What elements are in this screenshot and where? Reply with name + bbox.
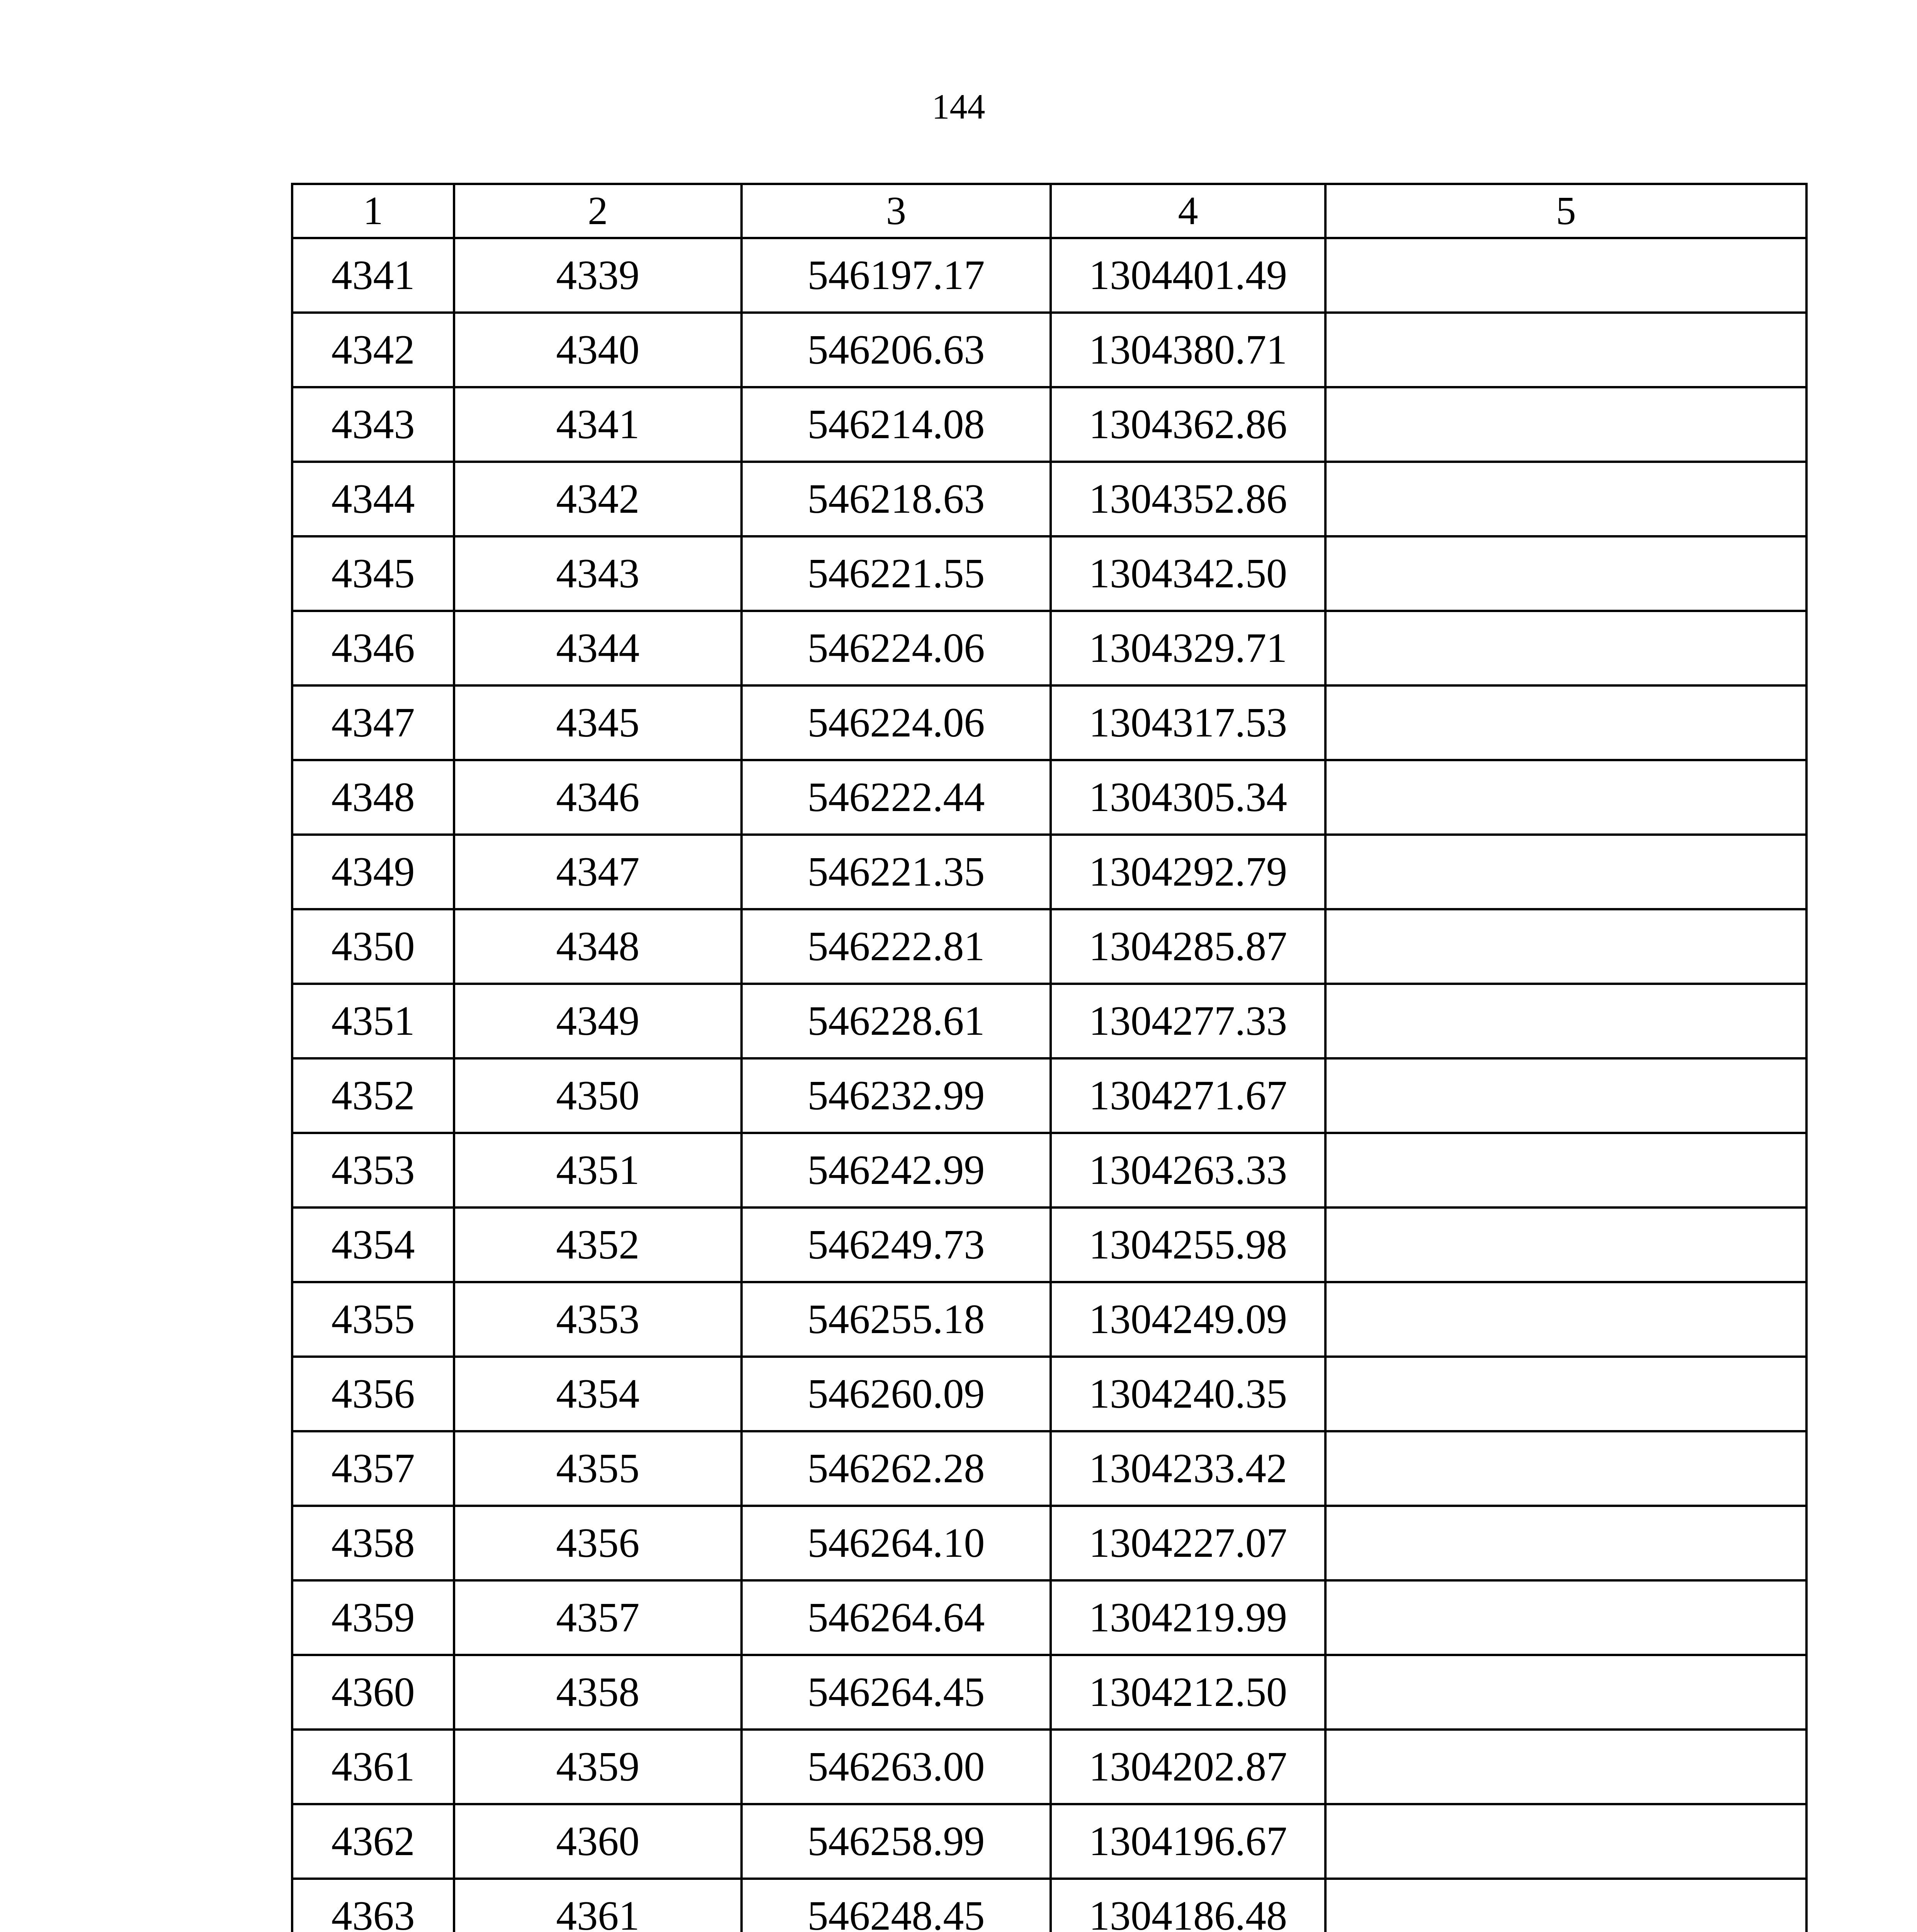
cell-col-5	[1325, 909, 1806, 984]
cell-col-1: 4360	[292, 1655, 454, 1730]
cell-col-5	[1325, 685, 1806, 760]
cell-col-5	[1325, 1506, 1806, 1580]
cell-col-1: 4352	[292, 1058, 454, 1133]
cell-col-5	[1325, 1431, 1806, 1506]
cell-col-4: 1304380.71	[1051, 313, 1325, 387]
cell-col-2: 4353	[454, 1282, 742, 1357]
cell-col-2: 4358	[454, 1655, 742, 1730]
cell-col-2: 4352	[454, 1208, 742, 1282]
table-row	[292, 835, 1806, 909]
cell-col-4: 1304285.87	[1051, 909, 1325, 984]
cell-col-3: 546248.45	[742, 1879, 1051, 1932]
cell-col-1: 4355	[292, 1282, 454, 1357]
cell-col-2: 4354	[454, 1357, 742, 1431]
table-row	[292, 387, 1806, 462]
cell-col-1: 4351	[292, 984, 454, 1058]
table-body	[292, 238, 1806, 1932]
cell-col-4: 1304317.53	[1051, 685, 1325, 760]
cell-col-3: 546206.63	[742, 313, 1051, 387]
cell-col-3: 546258.99	[742, 1804, 1051, 1879]
cell-col-4: 1304277.33	[1051, 984, 1325, 1058]
cell-col-3: 546218.63	[742, 462, 1051, 536]
cell-col-5	[1325, 313, 1806, 387]
cell-col-1: 4341	[292, 238, 454, 313]
cell-col-2: 4344	[454, 611, 742, 685]
cell-col-5	[1325, 835, 1806, 909]
cell-col-4: 1304263.33	[1051, 1133, 1325, 1208]
cell-col-1: 4348	[292, 760, 454, 835]
cell-col-2: 4350	[454, 1058, 742, 1133]
cell-col-1: 4361	[292, 1730, 454, 1804]
cell-col-3: 546224.06	[742, 685, 1051, 760]
cell-col-3: 546264.64	[742, 1580, 1051, 1655]
cell-col-2: 4355	[454, 1431, 742, 1506]
cell-col-1: 4345	[292, 536, 454, 611]
cell-col-3: 546221.55	[742, 536, 1051, 611]
cell-col-1: 4363	[292, 1879, 454, 1932]
cell-col-4: 1304212.50	[1051, 1655, 1325, 1730]
cell-col-1: 4354	[292, 1208, 454, 1282]
cell-col-5	[1325, 1357, 1806, 1431]
cell-col-3: 546224.06	[742, 611, 1051, 685]
table-row	[292, 1208, 1806, 1282]
cell-col-5	[1325, 760, 1806, 835]
table-row	[292, 1133, 1806, 1208]
cell-col-2: 4348	[454, 909, 742, 984]
column-header-4: 4	[1051, 184, 1325, 238]
cell-col-1: 4359	[292, 1580, 454, 1655]
cell-col-3: 546242.99	[742, 1133, 1051, 1208]
page-number: 144	[932, 87, 985, 126]
cell-col-4: 1304401.49	[1051, 238, 1325, 313]
cell-col-4: 1304292.79	[1051, 835, 1325, 909]
cell-col-2: 4345	[454, 685, 742, 760]
cell-col-3: 546263.00	[742, 1730, 1051, 1804]
table-row	[292, 1655, 1806, 1730]
cell-col-1: 4344	[292, 462, 454, 536]
cell-col-4: 1304329.71	[1051, 611, 1325, 685]
cell-col-2: 4359	[454, 1730, 742, 1804]
cell-col-5	[1325, 1133, 1806, 1208]
table-row	[292, 536, 1806, 611]
table-row	[292, 1506, 1806, 1580]
cell-col-5	[1325, 1580, 1806, 1655]
table-row	[292, 1431, 1806, 1506]
cell-col-4: 1304255.98	[1051, 1208, 1325, 1282]
cell-col-2: 4349	[454, 984, 742, 1058]
cell-col-5	[1325, 1730, 1806, 1804]
column-header-3: 3	[742, 184, 1051, 238]
cell-col-5	[1325, 387, 1806, 462]
cell-col-2: 4361	[454, 1879, 742, 1932]
cell-col-1: 4353	[292, 1133, 454, 1208]
cell-col-1: 4349	[292, 835, 454, 909]
table-row	[292, 1058, 1806, 1133]
cell-col-2: 4342	[454, 462, 742, 536]
cell-col-2: 4347	[454, 835, 742, 909]
cell-col-2: 4340	[454, 313, 742, 387]
table-row	[292, 909, 1806, 984]
table-row	[292, 1282, 1806, 1357]
cell-col-3: 546197.17	[742, 238, 1051, 313]
cell-col-3: 546222.81	[742, 909, 1051, 984]
cell-col-1: 4362	[292, 1804, 454, 1879]
cell-col-4: 1304240.35	[1051, 1357, 1325, 1431]
cell-col-5	[1325, 1208, 1806, 1282]
table-row	[292, 1580, 1806, 1655]
cell-col-3: 546255.18	[742, 1282, 1051, 1357]
cell-col-3: 546222.44	[742, 760, 1051, 835]
cell-col-2: 4343	[454, 536, 742, 611]
cell-col-3: 546264.45	[742, 1655, 1051, 1730]
cell-col-5	[1325, 1879, 1806, 1932]
cell-col-4: 1304186.48	[1051, 1879, 1325, 1932]
cell-col-4: 1304249.09	[1051, 1282, 1325, 1357]
coordinates-table	[291, 183, 1808, 1932]
table-row	[292, 1879, 1806, 1932]
cell-col-4: 1304342.50	[1051, 536, 1325, 611]
cell-col-2: 4339	[454, 238, 742, 313]
cell-col-5	[1325, 462, 1806, 536]
cell-col-4: 1304202.87	[1051, 1730, 1325, 1804]
cell-col-4: 1304305.34	[1051, 760, 1325, 835]
cell-col-2: 4341	[454, 387, 742, 462]
cell-col-1: 4357	[292, 1431, 454, 1506]
table-row	[292, 462, 1806, 536]
cell-col-5	[1325, 238, 1806, 313]
table-row	[292, 685, 1806, 760]
cell-col-2: 4357	[454, 1580, 742, 1655]
cell-col-1: 4350	[292, 909, 454, 984]
column-header-2: 2	[454, 184, 742, 238]
column-header-5: 5	[1325, 184, 1806, 238]
cell-col-2: 4351	[454, 1133, 742, 1208]
table-header	[292, 184, 1806, 238]
cell-col-4: 1304227.07	[1051, 1506, 1325, 1580]
cell-col-3: 546249.73	[742, 1208, 1051, 1282]
cell-col-5	[1325, 536, 1806, 611]
column-header-1: 1	[292, 184, 454, 238]
cell-col-5	[1325, 1282, 1806, 1357]
cell-col-4: 1304352.86	[1051, 462, 1325, 536]
table-row	[292, 238, 1806, 313]
cell-col-3: 546262.28	[742, 1431, 1051, 1506]
cell-col-5	[1325, 984, 1806, 1058]
header-row	[292, 184, 1806, 238]
cell-col-3: 546214.08	[742, 387, 1051, 462]
cell-col-4: 1304362.86	[1051, 387, 1325, 462]
table-row	[292, 1804, 1806, 1879]
cell-col-3: 546228.61	[742, 984, 1051, 1058]
cell-col-5	[1325, 1058, 1806, 1133]
cell-col-1: 4347	[292, 685, 454, 760]
cell-col-5	[1325, 1804, 1806, 1879]
cell-col-3: 546264.10	[742, 1506, 1051, 1580]
cell-col-3: 546260.09	[742, 1357, 1051, 1431]
table-row	[292, 984, 1806, 1058]
cell-col-1: 4346	[292, 611, 454, 685]
cell-col-1: 4343	[292, 387, 454, 462]
table-row	[292, 1730, 1806, 1804]
cell-col-4: 1304233.42	[1051, 1431, 1325, 1506]
cell-col-3: 546221.35	[742, 835, 1051, 909]
table-row	[292, 611, 1806, 685]
cell-col-3: 546232.99	[742, 1058, 1051, 1133]
cell-col-2: 4360	[454, 1804, 742, 1879]
cell-col-4: 1304196.67	[1051, 1804, 1325, 1879]
cell-col-1: 4358	[292, 1506, 454, 1580]
cell-col-2: 4346	[454, 760, 742, 835]
cell-col-1: 4342	[292, 313, 454, 387]
table-row	[292, 313, 1806, 387]
cell-col-4: 1304271.67	[1051, 1058, 1325, 1133]
cell-col-5	[1325, 611, 1806, 685]
table-row	[292, 1357, 1806, 1431]
table-row	[292, 760, 1806, 835]
cell-col-1: 4356	[292, 1357, 454, 1431]
cell-col-4: 1304219.99	[1051, 1580, 1325, 1655]
cell-col-2: 4356	[454, 1506, 742, 1580]
cell-col-5	[1325, 1655, 1806, 1730]
